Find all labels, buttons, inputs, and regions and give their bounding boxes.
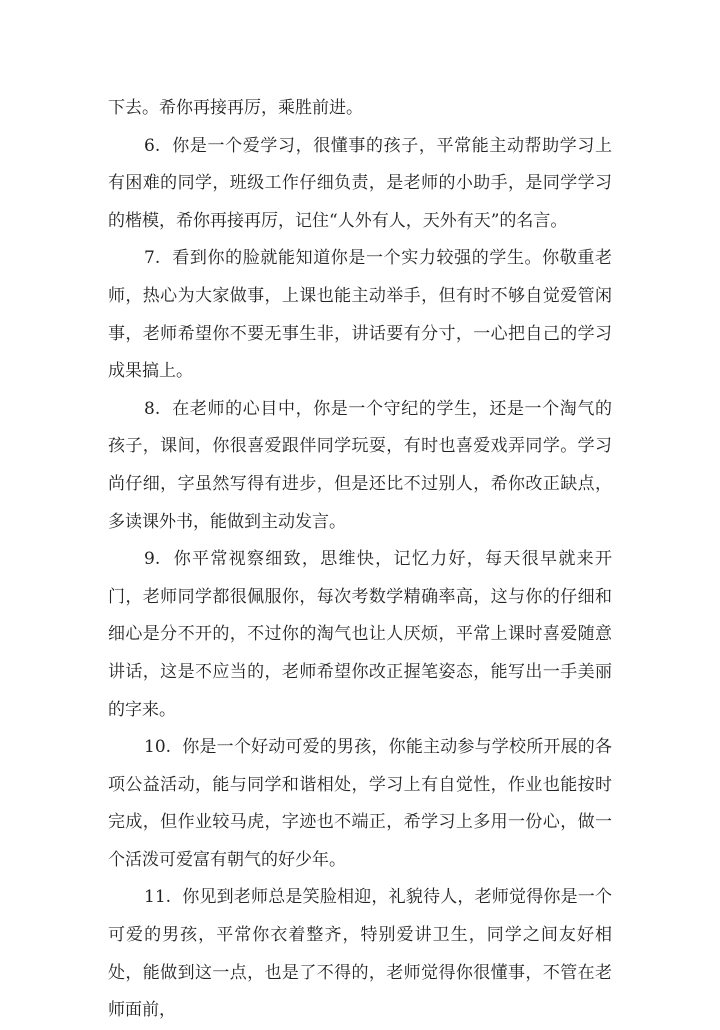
paragraph-number: 7. bbox=[144, 248, 161, 269]
paragraph-number: 11. bbox=[144, 887, 172, 908]
paragraph-6 bbox=[108, 128, 612, 241]
paragraph-text: 你是一个好动可爱的男孩，你能主动参与学校所开展的各项公益活动，能与同学和谐相处，学习上有自觉性，作业也能按时完成，但作业较马虎，字迹也不端正，希学习上多用一份心，做一个活泼可爱富有朝气的好少年。 bbox=[108, 737, 612, 870]
paragraph-number: 6. bbox=[144, 135, 161, 156]
paragraph-text: 你见到老师总是笑脸相迎，礼貌待人，老师觉得你是一个可爱的男孩，平常你衣着整齐，特别爱讲卫生，同学之间友好相处，能做到这一点，也是了不得的，老师觉得你很懂事，不管在老师面前， bbox=[108, 887, 612, 1021]
paragraph-continuation bbox=[108, 90, 612, 128]
paragraph-number: 8. bbox=[144, 398, 161, 419]
paragraph-number: 10. bbox=[144, 737, 172, 758]
paragraph-11 bbox=[108, 879, 612, 1029]
paragraph-7 bbox=[108, 240, 612, 390]
paragraph-text: 你平常视察细致，思维快，记忆力好，每天很早就来开门，老师同学都很佩服你，每次考数学精确率高，这与你的仔细和细心是分不开的，不过你的淘气也让人厌烦，平常上课时喜爱随意讲话，这是不应当的，老师希望你改正握笔姿态，能写出一手美丽的字来。 bbox=[108, 549, 613, 720]
paragraph-text: 在老师的心目中，你是一个守纪的学生，还是一个淘气的孩子，课间，你很喜爱跟伴同学玩耍，有时也喜爱戏弄同学。学习尚仔细，字虽然写得有进步，但是还比不过别人，希你改正缺点，多读课外书，能做到主动发言。 bbox=[108, 398, 613, 532]
paragraph-9 bbox=[108, 541, 612, 729]
paragraph-number: 9. bbox=[144, 549, 161, 570]
paragraph-text: 你是一个爱学习，很懂事的孩子，平常能主动帮助学习上有困难的同学，班级工作仔细负责，是老师的小助手，是同学学习的楷模，希你再接再厉，记住“人外有人，天外有天”的名言。 bbox=[108, 135, 613, 231]
paragraph-text: 看到你的脸就能知道你是一个实力较强的学生。你敬重老师，热心为大家做事，上课也能主动举手，但有时不够自觉爱管闲事，老师希望你不要无事生非，讲话要有分寸，一心把自己的学习成果搞上。 bbox=[108, 248, 613, 382]
paragraph-8 bbox=[108, 391, 612, 541]
paragraph-10 bbox=[108, 729, 612, 879]
paragraph-text: 下去。希你再接再厉，乘胜前进。 bbox=[108, 98, 363, 118]
